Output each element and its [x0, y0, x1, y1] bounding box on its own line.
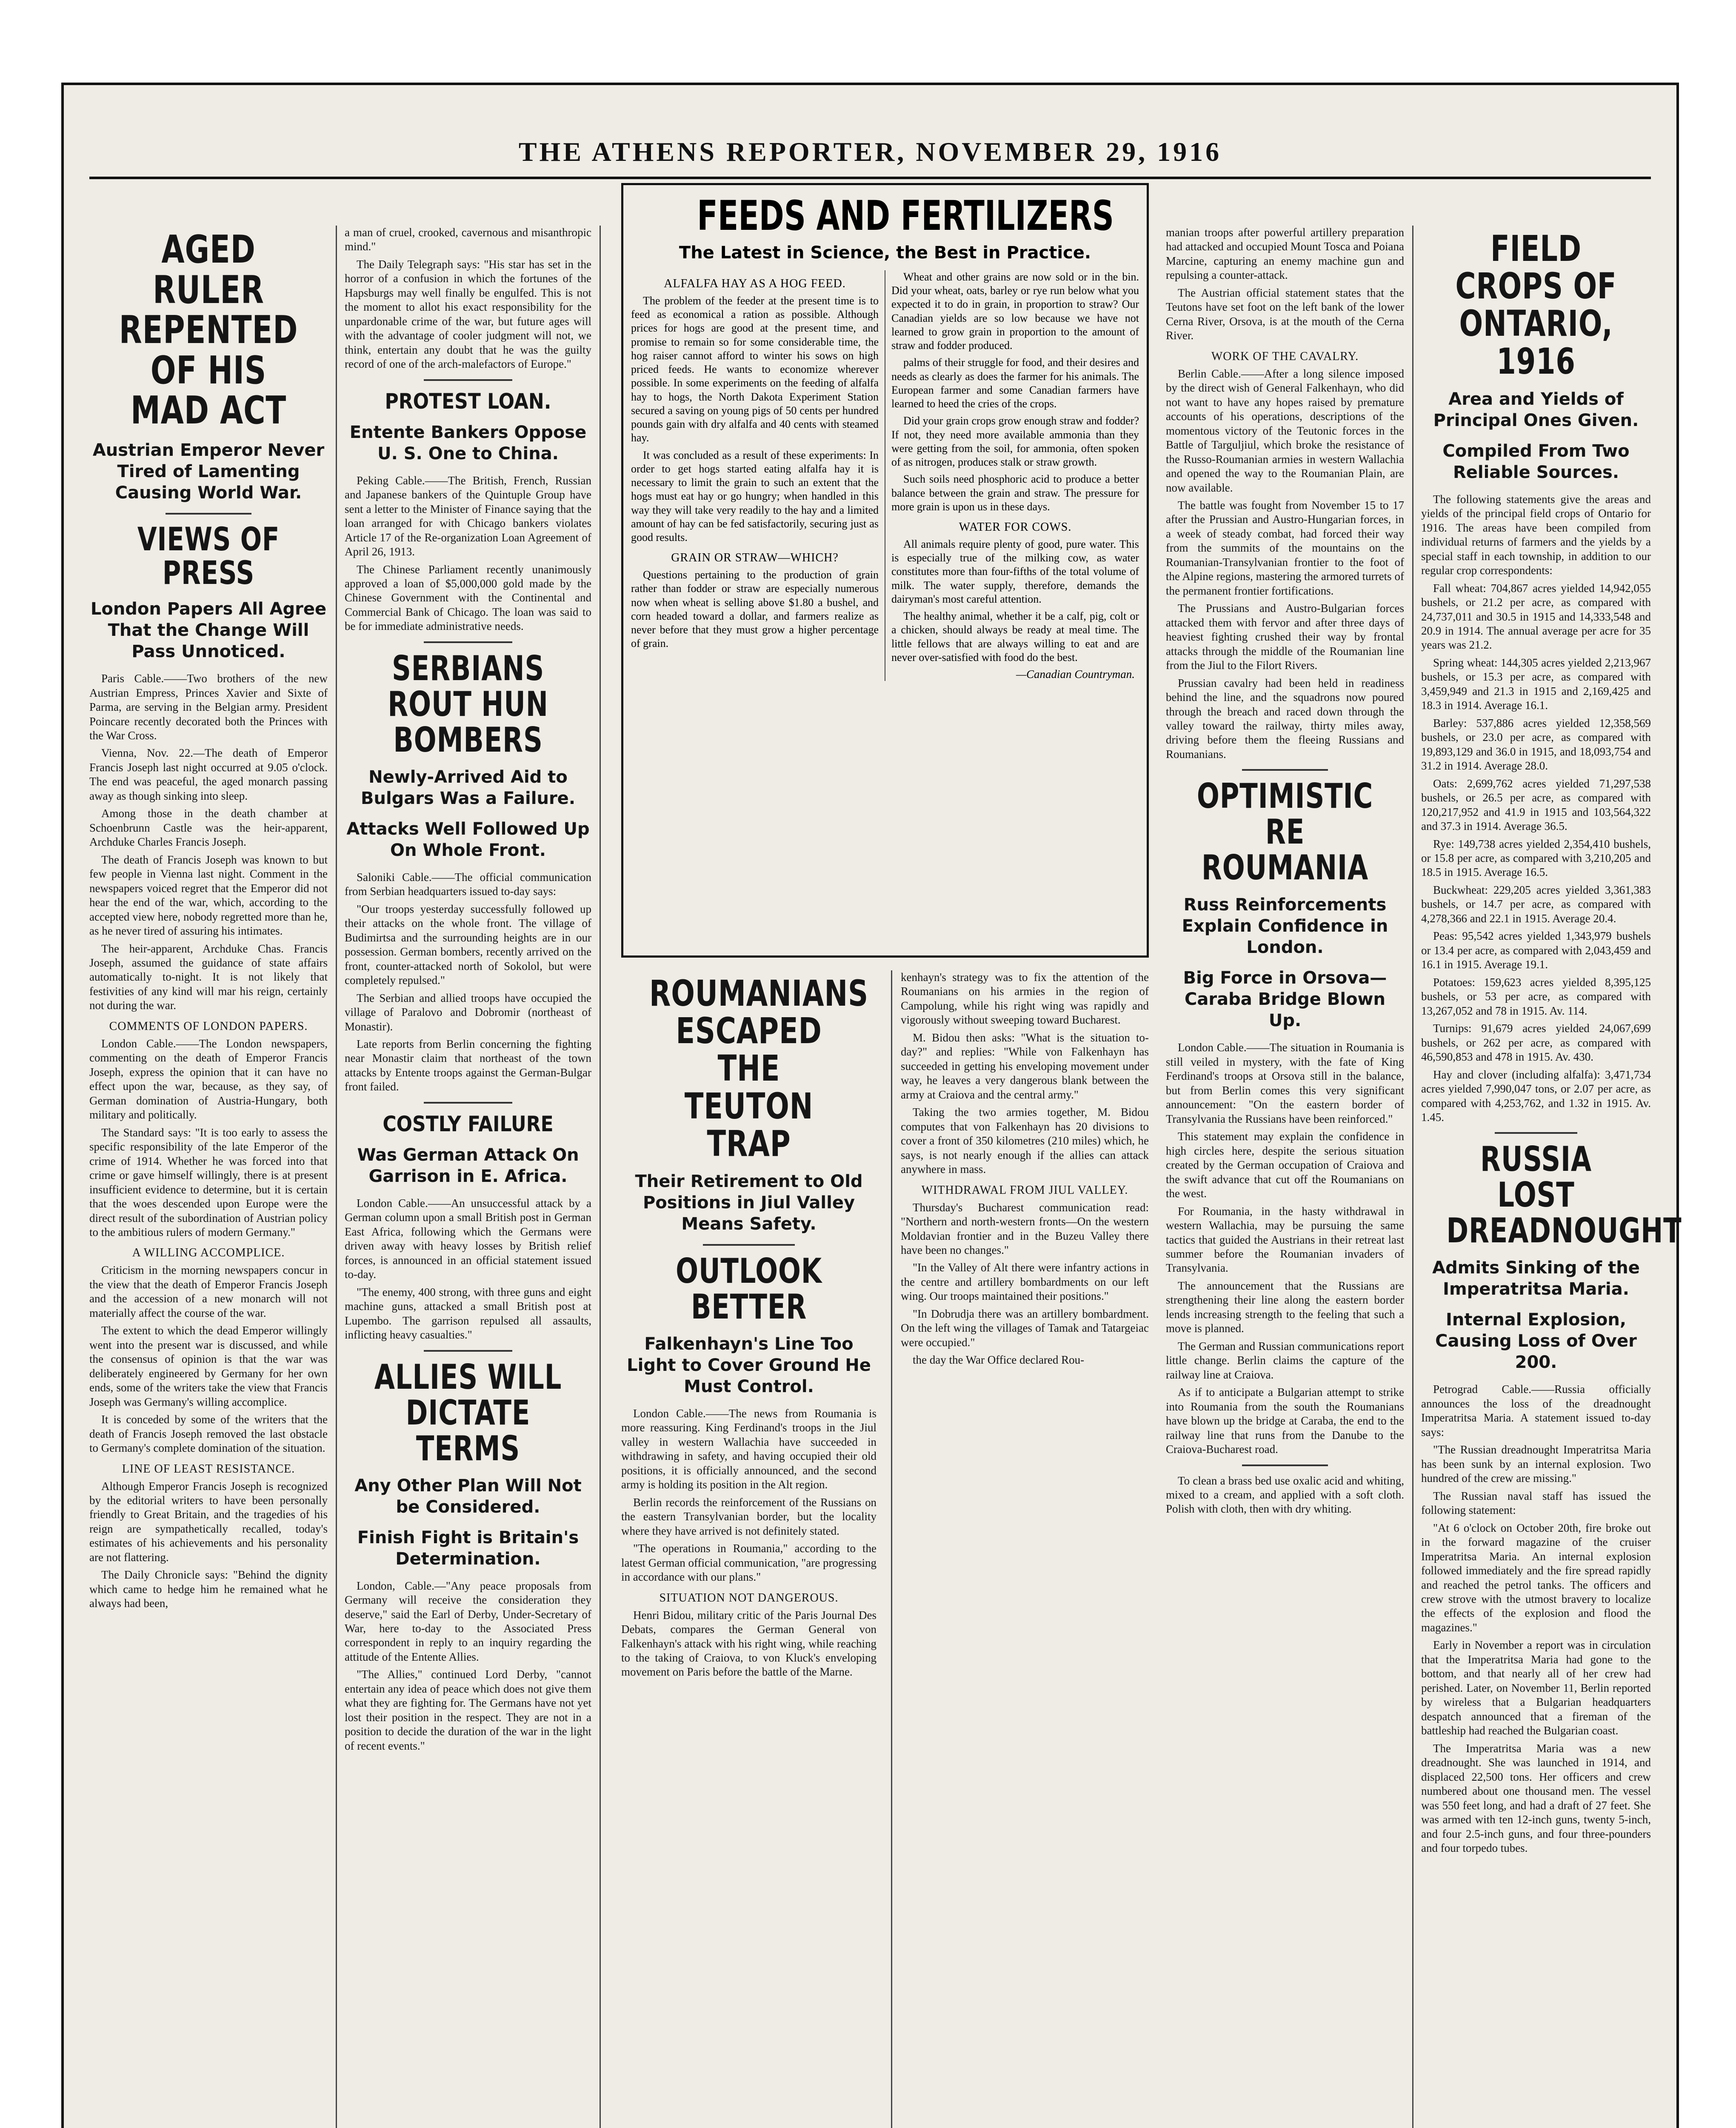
masthead-rule: [89, 177, 1651, 179]
headline-roumanians-escaped: ROUMANIANS ESCAPED THE TEUTON TRAP: [649, 972, 869, 1164]
crop-statistic: Potatoes: 159,623 acres yielded 8,395,125 bushels, or 53 per acre, as compared with 13,267,052 and 78 in 1915. Av. 114.: [1421, 975, 1651, 1017]
section-heading: COMMENTS OF LONDON PAPERS.: [109, 1019, 308, 1033]
newspaper-page: [64, 85, 1682, 2128]
section-heading: WITHDRAWAL FROM JIUL VALLEY.: [921, 1183, 1128, 1197]
article-paragraph: Although Emperor Francis Joseph is recognized by the editorial writers to have been personally friendly to Great Britain, and the tragedies of his reign are sympathetically recalled, today's estimates of his achievements and his personality are not flattering.: [89, 1479, 328, 1564]
section-heading: LINE OF LEAST RESISTANCE.: [122, 1462, 295, 1476]
crop-statistic: Spring wheat: 144,305 acres yielded 2,213,967 bushels, or 15.3 per acre, as compared with 3,459,949 and 21.3 in 1915 and 2,169,425 and 18.3 in 1914. Average 16.1.: [1421, 656, 1651, 712]
subhead-big-force-orsova: Big Force in Orsova—Caraba Bridge Blown Up.: [1183, 968, 1387, 1031]
article-paragraph: Henri Bidou, military critic of the Paris Journal Des Debats, compares the German General von Falkenhayn's attack with his right wing, while reaching to the taking of Craiova, to von Kluck's enveloping movement on Paris before the battle of the Marne.: [621, 1608, 877, 1679]
roumanians-left-column: [621, 970, 877, 2128]
article-paragraph: The following statements give the areas and yields of the principal field crops of Ontario for 1916. The areas have been compiled from individual returns of farmers and the yields by a special staff in each township, in addition to our regular crop correspondents:: [1421, 492, 1651, 577]
article-paragraph: "The operations in Roumania," according to the latest German official communication, "are progressing in accordance with our plans.": [621, 1542, 877, 1584]
article-paragraph: The heir-apparent, Archduke Chas. Francis Joseph, assumed the guidance of state affairs automatically to-night. It is not likely that festivities of any kind will mar his reign, certainly not during the war.: [89, 942, 328, 1012]
column-divider: [600, 226, 601, 2128]
column-4: [1166, 226, 1404, 2128]
article-paragraph: London Cable.——An unsuccessful attack by a German column upon a small British post in German East Africa, following which the Germans were driven away with heavy losses by British relief forces, is announced in an official statement issued to-day.: [345, 1196, 591, 1281]
column-5: [1421, 226, 1682, 2128]
headline-allies-dictate: ALLIES WILL DICTATE TERMS: [374, 1357, 562, 1468]
subhead-austrian-emperor: Austrian Emperor Never Tired of Lamenting Causing World War.: [92, 440, 325, 503]
subhead-any-other-plan: Any Other Plan Will Not be Considered.: [354, 1476, 582, 1517]
article-paragraph: the day the War Office declared Rou-: [913, 1353, 1085, 1367]
masthead: THE ATHENS REPORTER, NOVEMBER 29, 1916: [518, 137, 1222, 167]
article-paragraph: Vienna, Nov. 22.—The death of Emperor Francis Joseph last night occurred at 9.05 o'clock. The end was peaceful, the aged monarch passing away as though sinking into sleep.: [89, 747, 328, 802]
headline-feeds-fertilizers: FEEDS AND FERTILIZERS: [697, 192, 1114, 240]
article-paragraph: The Daily Chronicle says: "Behind the dignity which came to hedge him he remained what he always had been,: [89, 1568, 328, 1610]
article-paragraph: Petrograd Cable.——Russia officially announces the loss of the dreadnought Imperatritsa Maria. A statement issued to-day says:: [1421, 1383, 1651, 1439]
roumanians-right-column: [891, 970, 1149, 2128]
article-paragraph: palms of their struggle for food, and their desires and needs as clearly as does the farmer for his animals. The European farmer and some Canadian farmers have learned to heed the cries of the crops.: [891, 356, 1139, 410]
article-paragraph: The healthy animal, whether it be a calf, pig, colt or a chicken, should always be ready at meal time. The little fellows that are always willing to eat and are never over-satisfied with food do the best.: [891, 610, 1139, 664]
subhead-newly-arrived: Newly-Arrived Aid to Bulgars Was a Failure.: [360, 767, 576, 808]
column-divider: [1412, 226, 1413, 2128]
article-paragraph: kenhayn's strategy was to fix the attention of the Roumanians on his armies in the region of Campolung, while his right wing was rapidly and vigorously without sweeping toward Bucharest.: [901, 971, 1149, 1027]
article-paragraph: M. Bidou then asks: "What is the situation to-day?" and replies: "While von Falkenhayn has succeeded in getting his enveloping movement under way, he leaves a very dangerous blank between the army at Craiova and the central army.": [901, 1031, 1149, 1101]
subhead-russ-reinforcements: Russ Reinforcements Explain Confidence in London.: [1182, 895, 1388, 958]
article-paragraph: Paris Cable.——Two brothers of the new Austrian Empress, Princes Xavier and Sixte of Parma, are serving in the Belgian army. President Poincare recently decorated both the Princes with the War Cross.: [89, 672, 328, 742]
article-paragraph: It is conceded by some of the writers that the death of Francis Joseph removed the last obstacle to Germany's complete domination of the situation.: [89, 1413, 328, 1455]
subhead-falkenhayn-line: Falkenhayn's Line Too Light to Cover Ground He Must Control.: [627, 1334, 871, 1396]
article-paragraph: London Cable.——The news from Roumania is more reassuring. King Ferdinand's troops in the Jiul valley in western Wallachia have succeeded in withdrawing in safety, and having occupied their old positions, it is officially announced, and the second army is holding its position in the Alt region.: [621, 1407, 877, 1491]
article-paragraph: To clean a brass bed use oxalic acid and whiting, mixed to a cream, and applied with a soft cloth. Polish with cloth, then with dry whiting.: [1166, 1474, 1404, 1516]
article-paragraph: The Prussians and Austro-Bulgarian forces attacked them with fervor and after three days of heaviest fighting crushed their way by frontal attacks through the middle of the Roumanian line from the Jiul to the Filort Rivers.: [1166, 602, 1404, 672]
headline-aged-ruler: AGED RULER REPENTED OF HIS MAD ACT: [119, 227, 298, 433]
subhead-attacks-followed: Attacks Well Followed Up On Whole Front.: [346, 819, 590, 860]
subhead-german-attack: Was German Attack On Garrison in E. Africa.: [357, 1145, 579, 1186]
article-paragraph: Criticism in the morning newspapers concur in the view that the death of Emperor Francis Joseph and the accession of a new monarch will not materially affect the course of the war.: [89, 1264, 328, 1319]
feeds-feature-box: [621, 183, 1149, 958]
article-paragraph: Among those in the death chamber at Schoenbrunn Castle was the heir-apparent, Archduke Charles Francis Joseph.: [89, 807, 328, 849]
article-paragraph: Berlin Cable.——After a long silence imposed by the direct wish of General Falkenhayn, who did not want to have any hopes raised by premature accounts of his operations, descriptions of the momentous victory of the Teutonic forces in the Battle of Targuljiul, which broke the resistance of the Russo-Roumanian armies in western Wallachia and opened the way to the Roumanian Plain, are now available.: [1166, 367, 1404, 494]
section-heading: GRAIN OR STRAW—WHICH?: [671, 551, 839, 565]
headline-field-crops: FIELD CROPS OF ONTARIO, 1916: [1455, 228, 1617, 382]
headline-costly-failure: COSTLY FAILURE: [383, 1111, 554, 1136]
crop-statistic: Fall wheat: 704,867 acres yielded 14,942,055 bushels, or 21.2 per acre, as compared with 24,737,011 and 30.5 in 1915 and 14,333,548 and 20.9 in 1914. The annual average per acre for 35 years was 21.2.: [1421, 581, 1651, 652]
article-paragraph: Such soils need phosphoric acid to produce a better balance between the grain and straw. The pressure for more grain is upon us in these days.: [891, 473, 1139, 513]
article-paragraph: "The Allies," continued Lord Derby, "cannot entertain any idea of peace which does not give them what they are fighting for. The Germans have not yet lost their position in the respect. They are not in a position to decide the duration of the war in the light of recent events.": [345, 1668, 591, 1752]
article-paragraph: "At 6 o'clock on October 20th, fire broke out in the forward magazine of the cruiser Imperatritsa Maria. An internal explosion followed immediately and the fire spread rapidly and reached the petrol tanks. The officers and crew strove with the utmost bravery to localize the effects of the explosion and flood the magazines.": [1421, 1521, 1651, 1634]
section-heading: SITUATION NOT DANGEROUS.: [659, 1591, 839, 1605]
subhead-london-papers: London Papers All Agree That the Change Will Pass Unnoticed.: [90, 599, 327, 662]
subhead-retirement: Their Retirement to Old Positions in Jiul Valley Means Safety.: [635, 1171, 863, 1234]
article-paragraph: As if to anticipate a Bulgarian attempt to strike into Roumania from the south the Roumanians have blown up the bridge at Caraba, the end to the railway line that runs from the Danube to the Craiova-Bucharest road.: [1166, 1386, 1404, 1456]
subhead-internal-explosion: Internal Explosion, Causing Loss of Over 200.: [1435, 1310, 1637, 1373]
article-paragraph: "The Russian dreadnought Imperatritsa Maria has been sunk by an internal explosion. Two hundred of the crew are missing.": [1421, 1443, 1651, 1485]
crop-statistic: Peas: 95,542 acres yielded 1,343,979 bushels or 13.4 per acre, as compared with 2,043,459 and 16.1 in 1915. Average 19.1.: [1421, 930, 1651, 971]
article-paragraph: The Standard says: "It is too early to assess the specific responsibility of the late Emperor of the crime of 1914. Whether he was forced into that crime or gave himself willingly, there is at present insufficient evidence to determine, but it is certain that the woes descended upon Europe were the direct result of the subordination of Austrian policy to the ambitious rulers of modern Germany.": [89, 1126, 328, 1238]
column-divider: [336, 226, 337, 2128]
section-heading: WORK OF THE CAVALRY.: [1211, 349, 1359, 363]
subhead-finish-fight: Finish Fight is Britain's Determination.: [357, 1527, 579, 1569]
article-paragraph: Wheat and other grains are now sold or in the bin. Did your wheat, oats, barley or rye run below what you expected it to do in grain, in proportion to straw? Our Canadian yields are so low because we have not learned to grow grain in proportion to the amount of straw and fodder produced.: [891, 271, 1139, 352]
article-paragraph: The extent to which the dead Emperor willingly went into the present war is discussed, and while the consensus of opinion is that the war was deliberately engineered by Germany for her own ends, some of the writers take the view that Francis Joseph was Germany's willing accomplice.: [89, 1324, 328, 1408]
subhead-latest-science: The Latest in Science, the Best in Practice.: [679, 243, 1091, 263]
crop-statistic: Rye: 149,738 acres yielded 2,354,410 bushels, or 15.8 per acre, as compared with 3,210,205 and 18.5 in 1915. Average 16.5.: [1421, 837, 1651, 879]
article-paragraph: Questions pertaining to the production of grain rather than fodder or straw are especially numerous now when wheat is selling above $1.80 a bushel, and corn headed toward a dollar, and farmers realize as never before that they must grow a higher percentage of grain.: [631, 569, 879, 650]
article-paragraph: "The enemy, 400 strong, with three guns and eight machine guns, attacked a small British post at Lupembo. The garrison repulsed all assaults, inflicting heavy casualties.": [345, 1285, 591, 1341]
article-paragraph: Saloniki Cable.——The official communication from Serbian headquarters issued to-day says:: [345, 870, 591, 898]
article-paragraph: "In Dobrudja there was an artillery bombardment. On the left wing the villages of Tamak and Tatargeiac were occupied.": [901, 1307, 1149, 1349]
article-paragraph: Taking the two armies together, M. Bidou computes that von Falkenhayn has 20 divisions to cover a front of 350 kilometres (210 miles) which, he says, is not nearly enough if the allies can attack anywhere in mass.: [901, 1106, 1149, 1176]
article-paragraph: The German and Russian communications report little change. Berlin claims the capture of the railway line at Craiova.: [1166, 1339, 1404, 1381]
article-paragraph: For Roumania, in the hasty withdrawal in western Wallachia, may be pursuing the same tactics that guided the Austrians in their retreat last summer before the Roumanian invaders of Transylvania.: [1166, 1204, 1404, 1275]
article-paragraph: Late reports from Berlin concerning the fighting near Monastir claim that northeast of the town attacks by Entente troops against the German-Bulgar front failed.: [345, 1038, 591, 1093]
article-paragraph: "In the Valley of Alt there were infantry actions in the centre and artillery bombardments on our left wing. Our troops maintained their positions.": [901, 1261, 1149, 1303]
article-paragraph: London Cable.——The situation in Roumania is still veiled in mystery, with the fate of King Ferdinand's troops at Orsova still in the balance, but from Berlin comes this very significant announcement: "On the eastern border of Transylvania the Russians have been reinforced.": [1166, 1041, 1404, 1125]
column-2: [345, 226, 591, 2128]
subhead-entente-bankers: Entente Bankers Oppose U. S. One to China.: [349, 422, 587, 463]
headline-protest-loan: PROTEST LOAN.: [385, 389, 551, 414]
article-paragraph: The battle was fought from November 15 to 17 after the Prussian and Austro-Hungarian forces, in a week of steady combat, had forced their way from the summits of the mountains on the Roumanian-Transylvanian frontier to the foot of the Alpine regions, mastering the armored turrets of the permanent frontier fortifications.: [1166, 498, 1404, 597]
article-paragraph: London Cable.——The London newspapers, commenting on the death of Emperor Francis Joseph, express the opinion that it can have no effect upon the war, because, as they say, of German domination of Austria-Hungary, both military and politically.: [89, 1037, 328, 1121]
article-paragraph: Early in November a report was in circulation that the Imperatritsa Maria had gone to the bottom, and that nearly all of her crew had perished. Later, on November 11, Berlin reported by wireless that a Bulgarian headquarters despatch announced that a fireman of the battleship had reached the Bulgarian coast.: [1421, 1639, 1651, 1737]
crop-statistic: Barley: 537,886 acres yielded 12,358,569 bushels, or 23.0 per acre, as compared with 19,893,129 and 36.0 in 1915, and 18,093,754 and 31.2 in 1914. Average 28.0.: [1421, 716, 1651, 772]
headline-russia-lost: RUSSIA LOST DREADNOUGHT: [1446, 1139, 1682, 1251]
subhead-area-yields: Area and Yields of Principal Ones Given.: [1433, 389, 1639, 430]
roumanians-article: [621, 970, 1149, 2128]
article-paragraph: The Daily Telegraph says: "His star has set in the horror of a confusion in which the fortunes of the Hapsburgs may well finally be engulfed. This is not the moment to allot his exact responsibility for the unpardonable crime of the war, but future ages will with the advantage of cooler judgment will not, we think, entertain any doubt that he was the guilty record of one of the arch-malefactors of Europe.": [345, 257, 591, 371]
headline-views-of-press: VIEWS OF PRESS: [137, 520, 280, 592]
column-1: [89, 226, 328, 2128]
section-heading: A WILLING ACCOMPLICE.: [132, 1246, 285, 1260]
article-paragraph: It was concluded as a result of these experiments: In order to get hogs started eating alfalfa hay it is necessary to limit the grain to such an extent that the hogs must eat hay or go hungry; when handled in this way they will take very readily to the hay and a limited amount of hay can be fed satisfactorily, securing just as good results.: [631, 449, 879, 543]
article-paragraph: London, Cable.—"Any peace proposals from Germany will receive the consideration they deserve," said the Earl of Derby, Under-Secretary of War, here to-day to the Associated Press correspondent in reply to an inquiry regarding the attitude of the Entente Allies.: [345, 1579, 591, 1663]
article-paragraph: Thursday's Bucharest communication read: "Northern and north-western fronts—On the western Moldavian frontier and in the Buzeu Valley there have been no changes.": [901, 1201, 1149, 1256]
article-paragraph: "Our troops yesterday successfully followed up their attacks on the whole front. The village of Budimirtsa and the surrounding heights are in our possession. German bombers, recently arrived on the front, counter-attacked north of Sokolol, but were completely repulsed.": [345, 902, 591, 987]
crop-statistic: Hay and clover (including alfalfa): 3,471,734 acres yielded 7,990,047 tons, or 2.07 per acre, as compared with 4,253,762, and 1.32 in 1915. Av. 1.45.: [1421, 1068, 1651, 1124]
article-paragraph: Peking Cable.——The British, French, Russian and Japanese bankers of the Quintuple Group have sent a letter to the Minister of Finance saying that the loan arranged for with Chicago bankers violates Article 17 of the Re-organization Loan Agreement of April 26, 1913.: [345, 474, 591, 558]
article-paragraph: The death of Francis Joseph was known to but few people in Vienna last night. Comment in the newspapers voiced regret that the Emperor did not hear the end of the war, which, according to the accepted view here, nobody regretted more than he, as he never tired of assuring his intimates.: [89, 853, 328, 938]
subhead-admits-sinking: Admits Sinking of the Imperatritsa Maria.: [1432, 1258, 1640, 1299]
feeds-columns: [631, 270, 1139, 681]
headline-outlook-better: OUTLOOK BETTER: [676, 1251, 822, 1327]
headline-serbians-rout: SERBIANS ROUT HUN BOMBERS: [388, 648, 548, 760]
article-paragraph: The Russian naval staff has issued the following statement:: [1421, 1489, 1651, 1517]
article-paragraph: Berlin records the reinforcement of the Russians on the eastern Transylvanian border, but the locality where they have arrived is not definitely stated.: [621, 1496, 877, 1537]
article-credit: —Canadian Countryman.: [1016, 668, 1135, 681]
section-heading: WATER FOR COWS.: [959, 520, 1072, 534]
article-paragraph: The announcement that the Russians are strengthening their line along the eastern border lends increasing strength to the feeling that such a move is planned.: [1166, 1279, 1404, 1335]
article-paragraph: a man of cruel, crooked, cavernous and misanthropic mind.": [345, 226, 591, 253]
article-paragraph: The problem of the feeder at the present time is to feed as economical a ration as possible. Although prices for hogs are good at the present time, and promise to remain so for some considerable time, the hog raiser cannot afford to winter his sows on high priced feeds. He wants to economize wherever possible. In some experiments on the feeding of alfalfa hay to hogs, the North Dakota Experiment Station secured a saving on young pigs of 50 cents per hundred pounds gain with dry alfalfa and 40 cents with steamed hay.: [631, 295, 879, 444]
article-paragraph: All animals require plenty of good, pure water. This is especially true of the milking cow, as water constitutes more than four-fifths of the total volume of milk. The water supply, therefore, demands the dairyman's most careful attention.: [891, 538, 1139, 605]
article-paragraph: The Chinese Parliament recently unanimously approved a loan of $5,000,000 gold made by the Chinese Government with the Continental and Commercial Bank of Chicago. The loan was said to be for immediate administrative needs.: [345, 563, 591, 633]
article-paragraph: The Serbian and allied troops have occupied the village of Paralovo and Dobromir (northeast of Monastir).: [345, 991, 591, 1033]
crop-statistic: Oats: 2,699,762 acres yielded 71,297,538 bushels, or 26.5 per acre, as compared with 120,217,952 and 41.9 in 1915 and 103,564,322 and 37.3 in 1914. Average 36.5.: [1421, 777, 1651, 833]
article-paragraph: This statement may explain the confidence in high circles here, despite the serious situation created by the German occupation of Craiova and the swift advance that cut off the Roumanians on the west.: [1166, 1130, 1404, 1200]
crop-statistic: Turnips: 91,679 acres yielded 24,067,699 bushels, or 262 per acre, as compared with 46,590,853 and 478 in 1915. Av. 430.: [1421, 1022, 1651, 1064]
crop-statistic: Buckwheat: 229,205 acres yielded 3,361,383 bushels, or 14.7 per acre, as compared with 4,278,366 and 22.1 in 1915. Average 20.4.: [1421, 883, 1651, 925]
section-heading: ALFALFA HAY AS A HOG FEED.: [664, 277, 846, 290]
article-paragraph: The Imperatritsa Maria was a new dreadnought. She was launched in 1914, and displaced 22,500 tons. Her officers and crew numbered about one thousand men. The vessel was 550 feet long, and had a draft of 27 feet. She was armed with ten 12-inch guns, twenty 5-inch, and four 2.5-inch guns, and four three-pounders and four torpedo tubes.: [1421, 1742, 1651, 1854]
article-paragraph: The Austrian official statement states that the Teutons have set foot on the left bank of the lower Cerna River, Orsova, is at the mouth of the Cerna River.: [1166, 286, 1404, 342]
subhead-compiled-sources: Compiled From Two Reliable Sources.: [1442, 441, 1630, 482]
article-paragraph: manian troops after powerful artillery preparation had attacked and occupied Mount Tosca and Poiana Marcine, capturing an enemy machine gun and repulsing a counter-attack.: [1166, 226, 1404, 282]
article-paragraph: Did your grain crops grow enough straw and fodder? If not, they need more available ammonia than they were getting from the soil, for ammonia, often spoken of as nitrogen, produces stalk or straw growth.: [891, 415, 1139, 469]
article-paragraph: Prussian cavalry had been held in readiness behind the line, and the squadrons now poured through the breach and raced down through the valley toward the railway, thirty miles away, driving before them the fleeing Russians and Roumanians.: [1166, 676, 1404, 761]
headline-optimistic-roumania: OPTIMISTIC RE ROUMANIA: [1196, 776, 1373, 888]
